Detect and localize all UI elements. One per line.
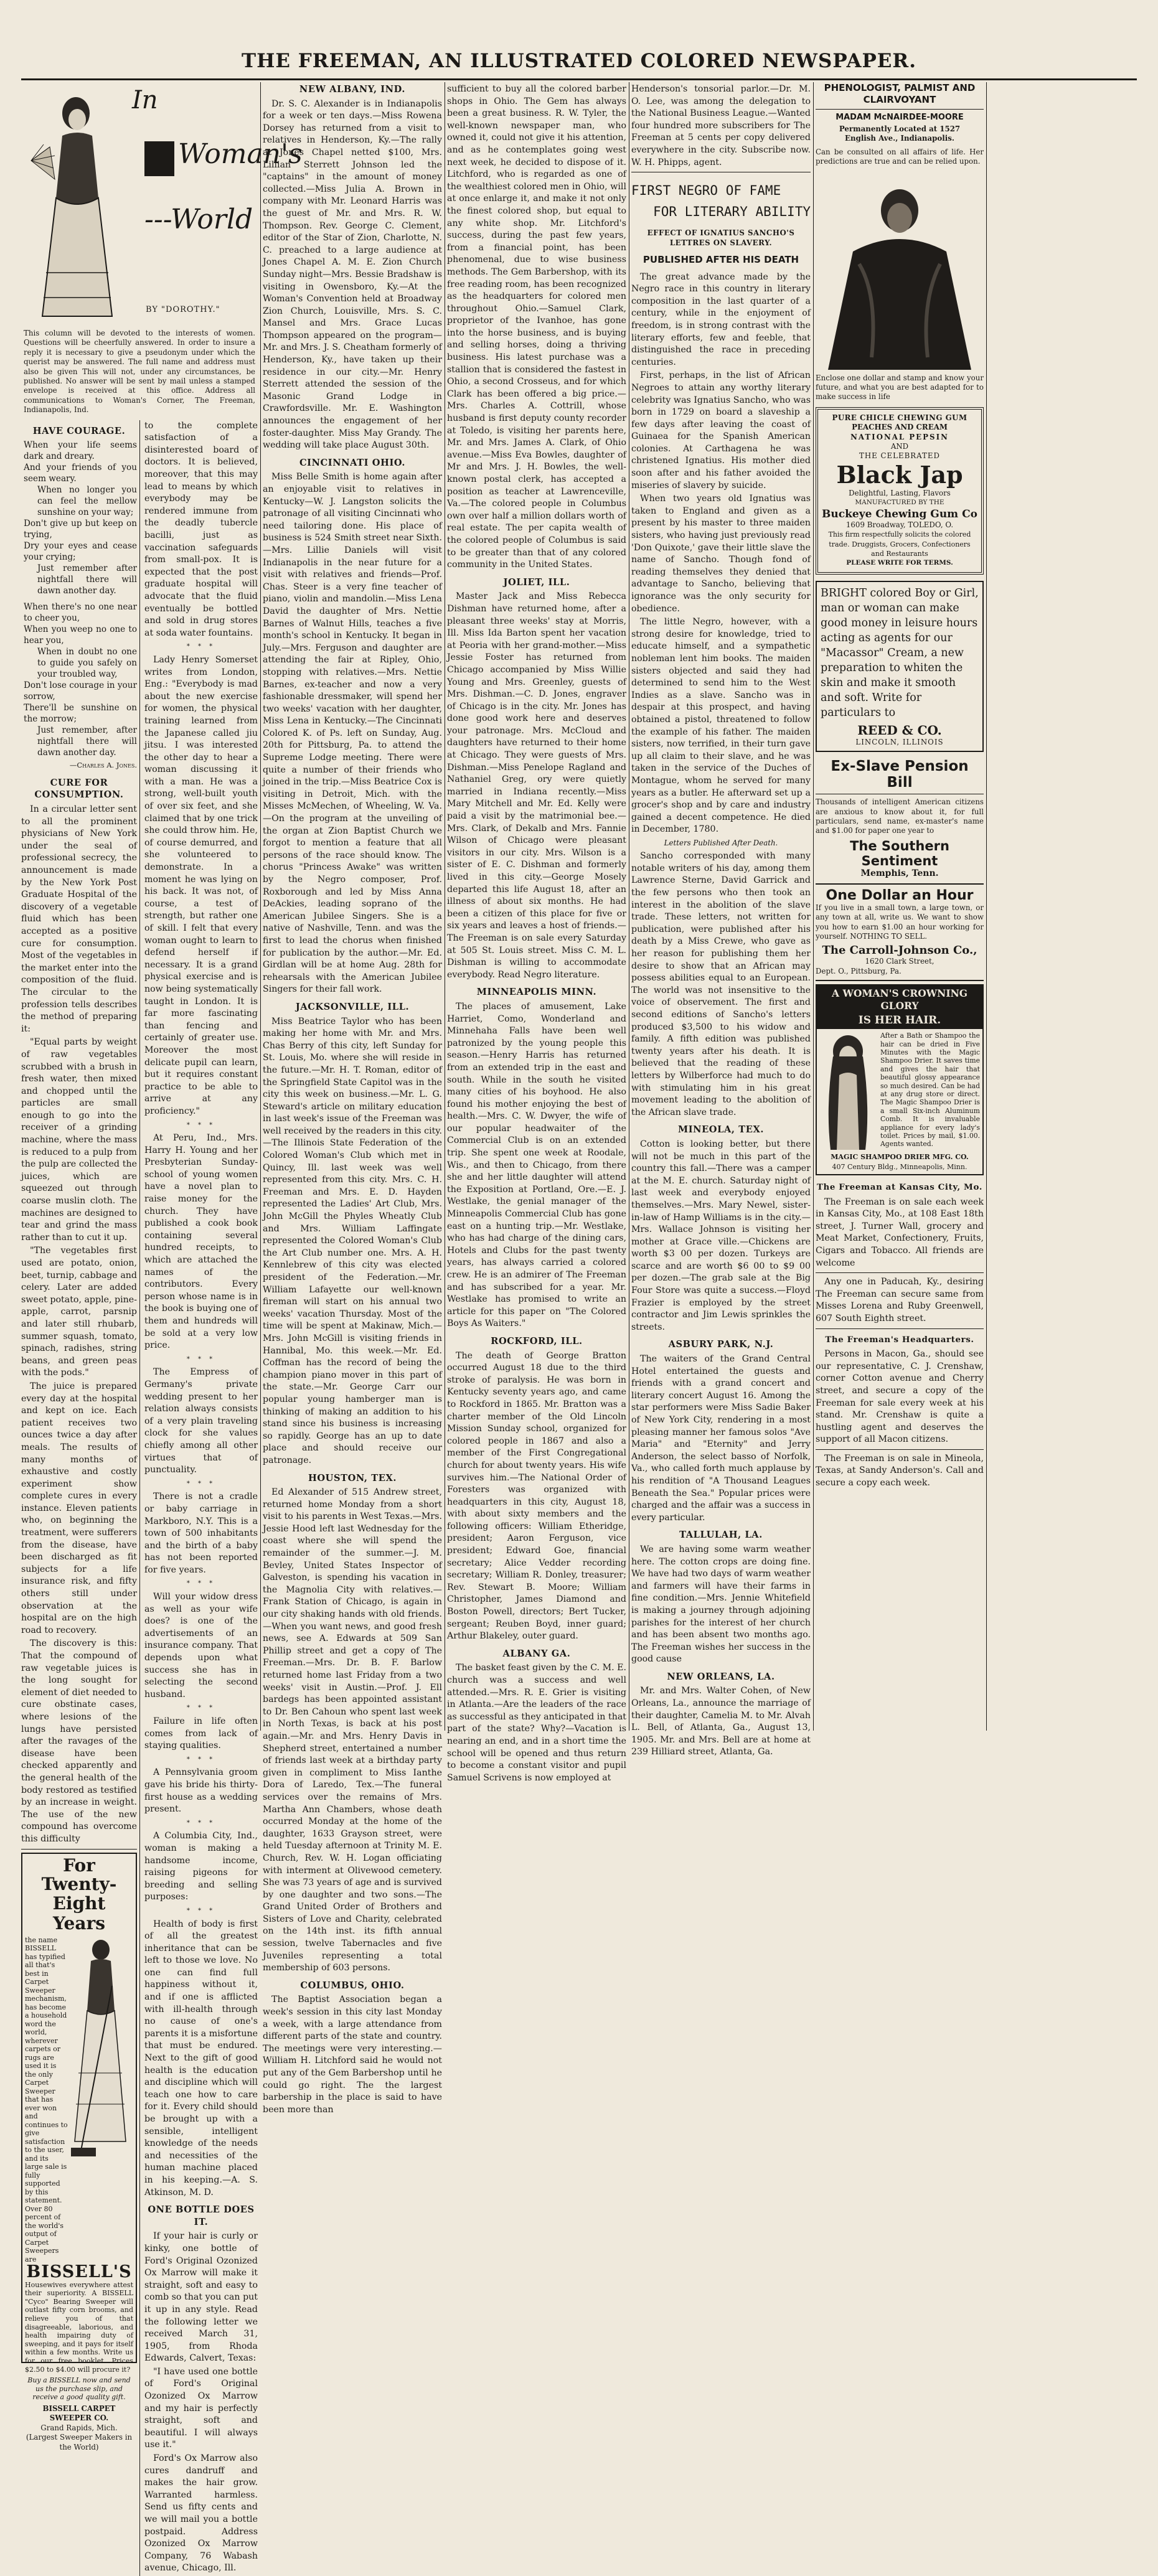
minneapolis-headline: MINNEAPOLIS MINN.: [476, 987, 597, 998]
pension-city: Memphis, Tenn.: [860, 868, 939, 878]
gum-company: Buckeye Chewing Gum Co: [822, 507, 977, 520]
black-jap-brand: Black Jap: [836, 460, 963, 489]
gum-line: PURE CHICLE CHEWING GUM: [832, 413, 967, 422]
new-orleans-text: Mr. and Mrs. Walter Cohen, of New Orleans, La., announce the marriage of their daughter, Camelia M. to Mr. Alvah L. Bell, of Atlanta, Ga., August 13, 1905. Mr. and Mrs. Bell are at home at 239 Hilliard street, Atlanta, Ga.: [631, 1686, 811, 1757]
bissell-company: BISSELL CARPET SWEEPER CO.: [42, 2404, 116, 2423]
madam-portrait: [816, 171, 984, 370]
kansas-city-text: The Freeman is on sale each week in Kansas City, Mo., at 108 East 18th street, J. Turner Wall, grocery and Meat Market, Confectionery, Fruits, Cigars and Tobacco. All friends are welcome: [816, 1196, 984, 1268]
poem-line: When in doubt no one to guide you safely on your troubled way,: [37, 647, 137, 680]
cure-para: The juice is prepared every day at the hospital and kept on ice. Each patient receives two ounces twice a day after meals. The results of many months of exhaustive and costly experiment show complete cures in every instance. Eleven patients who, on beginning the treatment, were sufferers from the disease, have been discharged as fit subjects for a life insurance risk, and fifty others still under observation at the hospital are on the high road to recovery.: [21, 1381, 137, 1635]
decorative-initial-block: [144, 141, 174, 176]
bissell-headline-2: Eight Years: [52, 1892, 106, 1934]
column-3: [263, 82, 442, 2115]
sancho-headline-2: FOR LITERARY ABILITY: [653, 204, 811, 220]
column-rule: [813, 82, 814, 1731]
sancho-para: Sancho corresponded with many notable writers of his day, among them Lawrence Sterne, David Garrick and the few persons who then took an interest in the abolition of the slave trade. These letters, not written for publication, were published after his death by a Miss Crewe, who gave as her reason for publishing them her desire to show that an African may possess abilities equal to an European. The world was not insensitive to the voice of observement. The first and second editions of Sancho's letters produced $3,500 to his widow and family. A fifth edition was published twenty years after his death. It is believed that the reading of these letters by Wilberforce had much to do with stimulating him in his great movement leading to the abolition of the African slave trade.: [631, 851, 811, 1117]
gum-line: PEACHES AND CREAM: [852, 423, 948, 432]
column-4: [447, 82, 626, 1783]
poem-line: Dry your eyes and cease your crying;: [24, 541, 137, 563]
phrenologist-location-1: Permanently Located at 1527: [839, 125, 961, 133]
rockford-headline: ROCKFORD, ILL.: [491, 1335, 583, 1347]
poem-line: And your friends of you seem weary.: [24, 463, 137, 484]
phrenologist-text: Can be consulted on all affairs of life. Her predictions are true and can be relied upon.: [816, 147, 984, 166]
gum-address: 1609 Broadway, TOLEDO, O.: [845, 520, 954, 529]
headquarters-text: Persons in Macon, Ga., should see our representative, C. J. Crenshaw, corner Cotton avenue and Cherry street, and secure a copy of the Freeman for sale every week at his stand. Mr. Crenshaw is quite a hustling agent and deserves the support of all Macon citizens.: [816, 1349, 984, 1445]
divider: [21, 1849, 137, 1850]
phrenologist-name: MADAM McNAIRDEE-MOORE: [836, 113, 964, 122]
cure-para: "Equal parts by weight of raw vegetables scrubbed with a brush in fresh water, then mixed and chopped until the particles are small enough to go into the receiver of a grinding machine, where the mass is reduced to a pulp from the pulp are collected the juices, which are squeezed out through coarse muslin cloth. The machines are designed to tear and grind the mass rather than to cut it up.: [21, 1037, 137, 1243]
reed-macassor-ad: [816, 581, 984, 752]
cure-para: "The vegetables first used are potato, onion, beet, turnip, cabbage and celery. Later are added sweet potato, apple, pine-apple, carrot, parsnip and later still rhubarb, summer squash, tomato, spinach, radishes, string beans, and green peas with the pods.": [21, 1246, 137, 1378]
columbus-headline: COLUMBUS, OHIO.: [300, 1980, 405, 1991]
masthead: THE FREEMAN, AN ILLUSTRATED COLORED NEWSPAPER.: [21, 44, 1137, 80]
cincinnati-headline: CINCINNATI OHIO.: [299, 457, 406, 468]
gum-text: This firm respectfully solicits the colored trade. Druggists, Grocers, Confectioners and Restaurants: [828, 530, 971, 558]
gum-line: NATIONAL PEPSIN: [850, 432, 949, 441]
bissell-copy: the name BISSELL has typified all that's best in Carpet Sweeper mechanism, has become a household word the world, wherever carpets or rugs are used it is the only Carpet Sweeper that has ever won and continues to give satisfaction to the user, and its large sale is fully supported by this statement. Over 80 percent of the world's output of Carpet Sweepers are: [25, 1935, 68, 2263]
phrenologist-title-1: PHENOLOGIST, PALMIST AND: [824, 82, 976, 93]
poem-line: Just remember, after nightfall there will dawn another day.: [37, 725, 137, 758]
bissell-city: Grand Rapids, Mich.: [40, 2423, 118, 2432]
mineola-sale-text: The Freeman is on sale in Mineola, Texas, at Sandy Anderson's. Call and secure a copy each week.: [816, 1453, 984, 1488]
shampoo-company: MAGIC SHAMPOO DRIER MFG. CO.: [831, 1153, 969, 1162]
magic-shampoo-ad: [816, 984, 984, 1175]
column-6-ads: [816, 82, 984, 1733]
columbus-continued: sufficient to buy all the colored barber shops in Ohio. The Gem has always been a great business. R. W. Tyler, the well-known newspaper man, who owned it, could not give it his attention, and as he contemplates going west next week, he decided to dispose of it. Litchford, who is regarded as one of the wealthiest colored men in Ohio, will at once enlarge it, and make it not only the finest colored shop, but equal to any white shop. Mr. Litchford's success, during the past few years, from a financial point, has been phenomenal, due to wise business methods. The Gem Barbershop, with its free reading room, has been recognized as the headquarters for colored men throughout Ohio.—Samuel Clark, proprietor of the Ivanhoe, has gone into the horse business, and is buying and selling horses, doing a thriving business. His latest purchase was a stallion that is considered the fastest in Ohio, a second Crosseus, and for which Clark has been offered a big price.—Mrs. Charles A. Cottrill, whose husband is first deputy county recorder at Toledo, is visiting her parents here, Mr. and Mrs. James A. Clark, of Ohio avenue.—Miss Eva Bowles, daughter of Mr and Mrs. J. H. Bowles, the well-known postal clerk, has accepted a position as teacher at Lawrenceville, Va.—The colored people in Columbus own over half a million dollars worth of real estate. The per capita wealth of the colored people of Columbus is said to be greater than that of any colored community in the United States.: [447, 84, 626, 570]
column-rule: [986, 82, 987, 1731]
new-albany-headline: NEW ALBANY, IND.: [299, 84, 406, 95]
poem-line: There'll be sunshine on the morrow;: [24, 703, 137, 725]
cure-headline: CURE FOR CONSUMPTION.: [34, 777, 124, 801]
womans-world-header: [21, 82, 303, 331]
gum-footer: PLEASE WRITE FOR TERMS.: [846, 559, 953, 567]
jacksonville-text: Miss Beatrice Taylor who has been making her home with Mr. and Mrs. Chas Berry of this city, left Sunday for St. Louis, Mo. where she will reside in the future.—Mr. H. T. Roman, editor of the Springfield State Capitol was in the city this week on business.—Mr. L. G. Steward's article on military education in last week's issue of the Freeman was well received by the readers in this city.—The Illinois State Federation of the Colored Woman's Club which met in Quincy, Ill. last week was well represented from this city. Mrs. C. H. Freeman and Mrs. E. D. Hayden represented the Ladies' Art Club, Mrs. John McGill the Phyles Wheatly Club and Mrs. William Laffingate represented the Colored Woman's Club the Art Club number one. Mrs. A. H. Kennlebrew of this city was elected president of the Federation.—Mr. William Lafayette our well-known fireman will start on his annual two weeks' vacation Thursday. Most of the time will be spent at Makinaw, Mich.—Mrs. John McGill is visiting friends in Hannibal, Mo. this week.—Mr. Ed. Coffman has the record of being the champion piano mover in this part of the state.—Mr. George Carr our popular young hamberger man is thinking of making an addition to his stand since his business is increasing so rapidly. George has an up to date place and should receive our patronage.: [263, 1016, 442, 1465]
new-orleans-headline: NEW ORLEANS, LA.: [667, 1671, 775, 1682]
sancho-para: When two years old Ignatius was taken to England and given as a present by his master to three maiden sisters, who having just previously read 'Don Quixote,' gave their little slave the name of Sancho. Though fond of reading themselves they denied that advantage to Sancho, believing that ignorance was the only security for obedience.: [631, 494, 811, 614]
tallulah-text: We are having some warm weather here. The cotton crops are doing fine. We have had two days of warm weather and farmers will have their farms in fine condition.—Mrs. Jennie Whitefield is making a journey through adjoining parishes for the interest of her church and has been absent two months ago. The Freeman wishes her success in the good cause: [631, 1544, 811, 1665]
sancho-deck-1: EFFECT OF IGNATIUS SANCHO'S LETTRES ON SLAVERY.: [647, 228, 795, 247]
phrenologist-title-2: CLAIRVOYANT: [863, 94, 936, 105]
cure-para: The discovery is this: That the compound of raw vegetable juices is the long sought for element of diet needed to cure obstinate cases, where lesions of the lungs have persisted after the ravages of the disease have been checked apparently and the general health of the body restored as testified by an increase in weight. The use of the new compound has overcome this difficulty: [21, 1638, 137, 1844]
poem-line: When you weep no one to hear you,: [24, 624, 137, 646]
tallulah-headline: TALLULAH, LA.: [679, 1530, 763, 1541]
albany-continued: Henderson's tonsorial parlor.—Dr. M. O. Lee, was among the delegation to the National Business League.—Wanted four hundred more subscribers for The Freeman at 5 cents per copy delivered everywhere in the city. Subscribe now. W. H. Phipps, agent.: [631, 84, 811, 167]
markboro-para: There is not a cradle or baby carriage in Markboro, N.Y. This is a town of 500 inhabitants and the birth of a baby has not been reported for five years.: [144, 1492, 258, 1575]
reed-address: LINCOLN, ILLINOIS: [855, 737, 944, 746]
womans-world-body: [21, 420, 258, 2576]
widow-para: Will your widow dress as well as your wife does? is one of the advertisements of an insurance company. That depends upon what success she has in selecting the second husband.: [144, 1592, 258, 1699]
albany-headline: ALBANY GA.: [502, 1648, 571, 1659]
poem-line: Just remember after nightfall there will dawn another day.: [37, 563, 137, 596]
mineola-headline: MINEOLA, TEX.: [677, 1124, 765, 1135]
houston-headline: HOUSTON, TEX.: [308, 1472, 397, 1483]
woman-with-sweeper-illustration: [68, 1936, 128, 2160]
pension-title: Ex-Slave Pension Bill: [831, 758, 969, 791]
pension-text: Thousands of intelligent American citizens are anxious to know about it, for full particulars, send name, ex-master's name and $1.00 for paper one year to: [816, 797, 984, 835]
womans-world-subcol-right: to the complete satisfaction of a disinterested board of doctors. It is believed, moreover, that this may lead to means by which everybody may be rendered immune from the deadly tubercle bacilli, just as vaccination safeguards from small-pox. It is expected that the post graduate hospital will advocate that the fluid eventually be bottled and sold in drug stores at soda water fountains. * * * Lady Henry Somerset writes from London, Eng.: "Everybody is mad about the new exercise for women, the physical training learned from the Japanese called jiu jitsu. I was interested the other day to hear a woman discussing it with a man. He was a strong, well-built youth of over six feet, and she claimed that by one trick she could throw him. He, of course demurred, and she volunteered to demonstrate. In a moment he was lying on his back. It was not, of course, a test of strength, but rather one of skill. I felt that every woman ought to learn to defend herself if necessary. It is a grand physical exercise and is now being systematically taught in London. It is far more fascinating than fencing and certainly of greater use. Moreover the most delicate pupil can learn, but it requires constant practice to be able to arrive at any proficiency." * * * At Peru, Ind., Mrs. Harry H. Young and her Presbyterian Sunday-school of young women have a novel plan to raise money for the church. They have published a cook book containing several hundred receipts, to which are attached the names of the contributors. Every person whose name is in the book is buying one of them and hundreds will be sold at a very low price. * * * The Empress of Germany's private wedding present to her relation always consists of a very plain traveling clock for she values chiefly among all other virtues that of punctuality. * * * There is not a cradle or baby carriage in Markboro, N.Y. This is a town of 500 inhabitants and the birth of a baby has not been reported for five years. * * * Will your widow dress as well as your wife does? is one of the advertisements of an insurance company. That depends upon what success she has in selecting the second husband. * * * Failure in life often comes from lack of staying qualities. * * * A Pennsylvania groom gave his bride his thirty-first house as a wedding present. * * * A Columbia City, Ind., woman is making a handsome income, raising pigeons for breeding and selling purposes: * * * Health of body is first of all the greatest inheritance that can be left to those we love. No one can find full happiness without it, and if one is afflicted with ill-health through no cause of one's parents it is a misfortune that must be endured. Next to the gift of good health is the education and discipline which will teach one how to care for it. Every child should be brought up with a sensible, intelligent knowledge of the needs and necessities of the human machine placed in his keeping.—A. S. Atkinson, M. D. ONE BOTTLE DOES IT. If your hair is curly or kinky, one bottle of Ford's Original Ozonized Ox Marrow will make it straight, soft and easy to comb so that you can put it up in any style. Read the following letter we received March 31, 1905, from Rhoda Edwards, Calvert, Texas: "I have used one bottle of Ford's Original Ozonized Ox Marrow and my hair is perfectly straight, soft and beautiful. I will always use it." Ford's Ox Marrow also cures dandruff and makes the hair grow. Warranted harmless. Send us fifty cents and we will mail you a bottle postpaid. Address Ozonized Ox Marrow Company, 76 Wabash avenue, Chicago, Ill.: [144, 420, 258, 2576]
dollar-dept: Dept. O., Pittsburg, Pa.: [816, 966, 901, 975]
bottle-para: If your hair is curly or kinky, one bottle of Ford's Original Ozonized Ox Marrow will make it straight, soft and easy to comb so that you can put it up in any style. Read the following letter we received March 31, 1905, from Rhoda Edwards, Calvert, Texas:: [144, 2231, 258, 2364]
sancho-subhead: Letters Published After Death.: [664, 838, 778, 847]
rockford-text: The death of George Bratton occurred August 18 due to the third stroke of paralysis. He was born in Kentucky seventy years ago, and came to Rockford in 1865. Mr. Bratton was a charter member of the Old Lincoln Mission Sunday school, organized for colored people in 1867 and also a member of the First Congregational church for about twenty years. His wife survives him.—The National Order of Foresters was organized with headquarters in this city, August 18, with about sixty members and the following officers: William Etheridge, president; Aaron Ferguson, vice president; Edward Goe, financial secretary; Alice Vedder recording secretary; William R. Donley, treasurer; Rev. Stewart B. Moore; William Christopher, James Diamond and Boston Powell, directors; Bert Tucker, sergeant; Reuben Boyd, inner guard; Arthur Blakeley, outer guard.: [447, 1350, 626, 1642]
title-line-world: ---World: [144, 204, 253, 235]
shampoo-title-1: A WOMAN'S CROWNING GLORY: [817, 985, 982, 1014]
woman-with-fan-illustration: [25, 86, 118, 322]
joliet-headline: JOLIET, ILL.: [503, 576, 570, 588]
bissell-brand: BISSELL'S: [26, 2262, 132, 2282]
albany-text: The basket feast given by the C. M. E. church was a success and well attended.—Mrs. R. E. Grier is visiting in Atlanta.—Are the leaders of the race as successful as they anticipated in that part of the state? Why?—Vacation is nearing an end, and in a short time the school will be opened and thus return to become a constant visitor and pupil Samuel Scrivens is now employed at: [447, 1663, 626, 1783]
gum-line: THE CELEBRATED: [859, 451, 940, 461]
subcol-rule: [139, 420, 143, 2576]
bissell-cta: Buy a BISSELL now and send us the purchase slip, and receive a good quality gift.: [27, 2376, 131, 2402]
poem-line: Don't give up but keep on trying,: [24, 519, 137, 540]
shampoo-text: After a Bath or Shampoo the hair can be dried in Five Minutes with the Magic Shampoo Drier. It saves time and gives the hair that beautiful glossy appearance so much desired. Can be had at any drug store or direct. The Magic Shampoo Drier is a small Six-inch Aluminum Comb. It is invaluable appliance for every lady's toilet. Prices by mail, $1.00. Agents wanted.: [880, 1032, 980, 1149]
poem-line: When there's no one near to cheer you,: [24, 602, 137, 624]
paducah-text: Any one in Paducah, Ky., desiring The Freeman can secure same from Misses Lorena and Ruby Greenwell, 607 South Eighth street.: [816, 1277, 984, 1323]
cincinnati-text: Miss Belle Smith is home again after an enjoyable visit to relatives in Kentucky—W. J. Langston solicits the patronage of all visiting Cincinnati who need tailoring done. His place of business is 524 Smith street near Sixth.—Mrs. Lillie Daniels will visit Indianapolis in the near future for a visit with relatives and friends—Prof. Chas. Steer is a very fine teacher of piano, violin and mandolin.—Miss Lena David the daughter of Mrs. Nettie Barnes of Walnut Hills, teaches a five month's school in Kentucky. It began in July.—Mrs. Ferguson and daughter are attending the fair at Ripley, Ohio, stopping with relatives.—Mrs. Nettie Barnes, ex-teacher and now a very fashionable dressmaker, will spend her two weeks' vacation with her daughter, Miss Lena in Kentucky.—The Cincinnati Colored K. of Ps. left on Sunday, Aug. 20th for Pittsburg, Pa. to attend the Supreme Lodge meeting. There were quite a number of their friends who joined in the trip.—Miss Beatrice Cox is visiting in Detroit, Mich. with the Misses McMechen, of Wheeling, W. Va.—On the program at the unveiling of the organ at Zion Baptist Church we forgot to mention a feature that all persons of the race should know. The chorus "Princess Awake" was written by the Negro composer, Prof. Roxborough and led by Miss Anna DeAckies, leading soprano of the American Jubilee Singers. She is a native of Nashville, Tenn. and was the first to lead the chorus when finished for publication by the author.—Mr. Ed. Girdlan will be at home Aug. 28th for rehearsals with the American Jubilee Singers for their fall work.: [263, 472, 442, 995]
woman-long-hair-illustration: [819, 1032, 877, 1150]
dollar-text: If you live in a small town, a large town, or any town at all, write us. We want to show you how to earn $1.00 an hour working for yourself. NOTHING TO SELL.: [816, 903, 984, 941]
empress-para: The Empress of Germany's private wedding present to her relation always consists of a very plain traveling clock for she values chiefly among all other virtues that of punctuality.: [144, 1367, 258, 1475]
groom-para: A Pennsylvania groom gave his bride his thirty-first house as a wedding present.: [144, 1767, 258, 1815]
shampoo-address: 407 Century Bldg., Minneapolis, Minn.: [832, 1162, 967, 1171]
poem-line: When your life seems dark and dreary.: [24, 440, 137, 462]
phrenologist-location-2: English Ave., Indianapolis.: [845, 134, 954, 143]
failure-para: Failure in life often comes from lack of staying qualities.: [144, 1716, 258, 1751]
right-margin: [989, 82, 1137, 1733]
column-5: [631, 82, 811, 1757]
jacksonville-headline: JACKSONVILLE, ILL.: [295, 1001, 410, 1012]
poem-title: HAVE COURAGE.: [32, 425, 126, 436]
pension-paper: The Southern Sentiment: [850, 838, 949, 868]
bissell-headline-1: For Twenty-: [41, 1854, 117, 1894]
byline: BY "DOROTHY.": [146, 305, 220, 314]
pigeons-para: A Columbia City, Ind., woman is making a handsome income, raising pigeons for breeding and selling purposes:: [144, 1831, 258, 1902]
title-line-womans: Woman's: [178, 138, 303, 170]
poem-line: Don't lose courage in your sorrow,: [24, 680, 137, 702]
joliet-text: Master Jack and Miss Rebecca Dishman have returned home, after a pleasant three weeks' stay at Morris, Ill. Miss Ida Barton spent her vacation at Peoria with her grand-mother.—Miss Jessie Foster has returned from Chicago accompanied by Miss Willie Young and Mrs. Greenley, guests of Mrs. Dishman.—C. D. Jones, engraver of Chicago is in the city. Mr. Jones has done good work here and deserves your patronage. Mrs. McCloud and daughters have returned to their home at Chicago. They were guests of Mrs. Dishman.—Miss Penelope Ragland and Nathaniel Greg, ory were quietly married in Indiana recently.—Miss Mary Mitchell and Mr. Ed. Kelly were paid a visit by the matrimonial bee.—Mrs. Clark, of Dekalb and Mrs. Fannie Wilson of Chicago were pleasant visitors in our city. Mrs. Wilson is a sister of E. C. Dishman and formerly lived in this city.—George Mosely departed this life August 18, after an illness of about six months. He had been a citizen of this place for five or six years and leaves a host of friends.—The Freeman is on sale every Saturday at 505 St. Louis street. Miss C. M. L. Dishman is willing to accommodate everybody. Read Negro literature.: [447, 591, 626, 980]
health-para: Health of body is first of all the greatest inheritance that can be left to those we love. No one can find full happiness without it, and if one is afflicted with ill-health through no cause of one's parents it is a misfortune that must be endured. Next to the gift of good health is the education and discipline which will teach one how to care for it. Every child should be brought up with a sensible, intelligent knowledge of the needs and necessities of the human machine placed in his keeping.—A. S. Atkinson, M. D.: [144, 1919, 258, 2198]
houston-text: Ed Alexander of 515 Andrew street, returned home Monday from a short visit to his parents in West Texas.—Mrs. Jessie Hood left last Wednesday for the coast where she will spend the remainder of the summer.—J. M. Bevley, United States Inspector of Galveston, is spending his vacation in the Magnolia City with relatives.—Frank Station of Chicago, is again in our city shaking hands with old friends.—When you want news, and good fresh news, see A. Edwards at 509 San Phillip street and get a copy of The Freeman.—Mrs. Dr. B. F. Barlow returned home last Friday from a two weeks' visit in Austin.—Prof. J. Ell bardegs has been appointed assistant to Dr. Ben Cahoun who spent last week in North Texas, is back at his post again.—Mr. and Mrs. Henry Davis in Shepherd street, entertained a number of friends last week at a birthday party given in compliment to Miss Ianthe Dora of Laredo, Tex.—The funeral services over the remains of Mrs. Martha Ann Chambers, whose death occurred Monday at the home of the daughter, 1633 Grayson street, were held Tuesday afternoon at Trinity M. E. Church, Rev. W. H. Logan officiating with interment at Olivewood cemetery. She was 73 years of age and is survived by one daughter and two sons.—The Grand United Order of Brothers and Sisters of Love and Charity, celebrated on the 14th inst. its fifth annual session, twelve Tabernacles and five Juveniles representing a total membership of 603 persons.: [263, 1487, 442, 1973]
reed-text: BRIGHT colored Boy or Girl, man or woman can make good money in leisure hours acting as agents for our "Macassor" Cream, a new preparation to whiten the skin and make it smooth and soft. Write for particulars to: [821, 586, 979, 719]
poem-line: When no longer you can feel the mellow sunshine on your way;: [37, 485, 137, 518]
bissell-tag: (Largest Sweeper Makers in the World): [26, 2433, 133, 2451]
gum-line: AND: [890, 442, 909, 451]
poem-attribution: —Charles A. Jones.: [69, 761, 137, 770]
sancho-deck-2: PUBLISHED AFTER HIS DEATH: [643, 253, 799, 265]
gum-tagline: Delightful, Lasting, Flavors: [849, 488, 951, 497]
freeman-agents: [816, 1182, 984, 1490]
bissell-ad: [21, 1853, 137, 2451]
bottle-para: Ford's Ox Marrow also cures dandruff and makes the hair grow. Warranted harmless. Send us fifty cents and we will mail you a bottle postpaid. Address Ozonized Ox Marrow Company, 76 Wabash avenue, Chicago, Ill.: [144, 2453, 258, 2574]
dollar-company: The Carroll-Johnson Co.,: [822, 944, 977, 957]
dollar-address: 1620 Clark Street,: [865, 957, 934, 966]
new-albany-text: Dr. S. C. Alexander is in Indianapolis for a week or ten days.—Miss Rowena Dorsey has returned from a visit to relatives in Henderson, Ky.—The rally at Jones Chapel netted $100, Mrs. Lillian Sterrett Johnson led the "captains" in the amount of money collected.—Miss Julia A. Brown in company with Mr. Leonard Harris was the guest of Mr. and Mrs. R. W. Thompson. Rev. George C. Clement, editor of the Star of Zion, Charlotte, N. C. preached to a large audience at Jones Chapel A. M. E. Zion Church Sunday night—Mrs. Bessie Bradshaw is visiting in Owensboro, Ky.—At the Woman's Convention held at Broadway Zion Church, Louisville, Mrs. S. C. Mansel and Mrs. Grace Lucas Thompson appeared on the program—Mr. and Mrs. J. S. Cheatham formerly of Henderson, Ky., have taken up their residence in our city.—Mr. Henry Sterrett attended the session of the Masonic Grand Lodge in Crawfordsville. Mr. E. Washington announces the engagement of her foster-daughter. Miss May Grandy. The wedding will take place August 30th.: [263, 98, 442, 451]
bottle-para: "I have used one bottle of Ford's Original Ozonized Ox Marrow and my hair is perfectly straight, soft and beautiful. I will always use it.": [144, 2366, 258, 2450]
jiu-jitsu-para: Lady Henry Somerset writes from London, Eng.: "Everybody is mad about the new exercise for women, the physical training learned from the Japanese called jiu jitsu. I was interested the other day to hear a woman discussing it with a man. He was a strong, well-built youth of over six feet, and she claimed that by one trick she could throw him. He, of course demurred, and she volunteered to demonstrate. In a moment he was lying on his back. It was not, of course, a test of strength, but rather one of skill. I felt that every woman ought to learn to defend herself if necessary. It is a grand physical exercise and is now being systematically taught in London. It is far more fascinating than fencing and certainly of greater use. Moreover the most delicate pupil can learn, but it requires constant practice to be able to arrive at any proficiency.": [144, 654, 258, 1116]
sancho-para: The little Negro, however, with a strong desire for knowledge, tried to educate himself, and a sympathetic nobleman lent him books. The maiden sisters objected and said they had determined to send him to the West Indies as a slave. Sancho was in despair at this prospect, and having obtained a pistol, threatened to follow the example of his father. The maiden sisters, now terrified, in their turn gave up all claim to their slave, and he was taken in the service of the Duches of Montague, whom he served for many years as a butler. He afterward set up a grocer's shop and by care and industry gained a decent competence. He died in December, 1780.: [631, 617, 811, 835]
columbus-text: The Baptist Association began a week's session in this city last Monday a week, with a large attendance from different parts of the state and country. The meetings were very interesting.—William H. Litchford said he would not put any of the Gem Barbershop until he could go right. The the largest barbership in the place is said to have been more than: [263, 1995, 442, 2115]
title-line-in: In: [132, 86, 158, 115]
column-rule: [260, 82, 261, 1731]
bissell-body: Housewives everywhere attest their superiority. A BISSELL "Cyco" Bearing Sweeper will outlast fifty corn brooms, and relieve you of that disagreeable, laborious, and health impairing duty of sweeping, and it pays for itself within a few months. Write us for our free booklet. Prices $2.50 to $4.00 will procure it?: [25, 2280, 133, 2374]
cure-para: In a circular letter sent to all the prominent physicians of New York under the seal of professional secrecy, the announcement is made by the New York Post Graduate Hospital of the discovery of a vegetable fluid which has been accepted as a positive cure for consumption. Most of the vegetables in the market enter into the composition of the fluid. The circular to the profession tells describes the method of preparing it:: [21, 804, 137, 1034]
minneapolis-text: The places of amusement, Lake Harriet, Como, Wonderland and Minnehaha Falls have been well patronized by the young people this season.—Henry Harris has returned from an extended trip in the east and south. While in the south he visited many cities of his boyhood. He also found his mother enjoying the best of health.—Mrs. C. W. Dwyer, the wife of our popular headwaiter of the Commercial Club is on an extended trip. She spent one week at Roodale, Wis., and then to Chicago, from there she and her little daughter will attend the Exposition at Portland, Ore.—E. J. Westlake, the genial manager of the Minneapolis Commercial Club has gone east on a hunting trip.—Mr. Westlake, who has had charge of the dining cars, Hotels and Clubs for the past twenty years, has always carried a colored crew. He is an admirer of The Freeman and has subscribed for a year. Mr. Westlake has promised to write an article for this paper on "The Colored Boys As Waiters.": [447, 1001, 626, 1329]
mineola-text: Cotton is looking better, but there will not be much in this part of the country this fall.—There was a camper at the M. E. church. Saturday night of last week and everybody enjoyed themselves.—Mrs. Mary Newel, sister-in-law of Hamp Williams is in the city.—Mrs. Wallace Johnson is visiting her mother at Grace ville.—Chickens are worth $3 00 per dozen. Turkeys are scarce and are worth $6 00 to $9 00 per dozen.—The grab sale at the Big Four Store was quite a success.—Floyd Frazier is employed by the street contractor and Jim Lewis sprinkles the streets.: [631, 1139, 811, 1332]
headquarters-headline: The Freeman's Headquarters.: [825, 1334, 974, 1345]
phrenologist-footer: Enclose one dollar and stamp and know your future, and what you are best adapted for to make success in life: [816, 373, 984, 402]
sancho-headline-1: FIRST NEGRO OF FAME: [631, 183, 781, 199]
black-jap-gum-ad: [816, 407, 984, 575]
sancho-para: First, perhaps, in the list of African Negroes to attain any worthy literary celebrity was Ignatius Sancho, who was born in 1729 on board a slaveship a few days after leaving the coast of Guinaea for the Spanish American colonies. At Carthagena he was christened Ignatius. His mother died soon after and his father avoided the miseries of slavery by suicide.: [631, 370, 811, 491]
sancho-para: The great advance made by the Negro race in this country in literary composition in the last quarter of a century, while in the enjoyment of freedom, is in strong contrast with the literary efforts, few and feeble, that distinguished the race in preceding centuries.: [631, 271, 811, 367]
womans-world-section: [21, 82, 303, 2574]
dollar-title: One Dollar an Hour: [826, 887, 974, 903]
asbury-park-text: The waiters of the Grand Central Hotel entertained the guests and friends with a grand concert and literary concert August 16. Among the star performers were Miss Sadie Baker of New York City, rendering in a most pleasing manner her famous solos "Ave Maria" and "Eternity" and Jerry Anderson, the select basso of Norfolk, Va., who called forth much applause by his rendition of "A Thousand Leagues Beneath the Sea." Popular prices were charged and the affair was a success in every particular.: [631, 1354, 811, 1523]
peru-cookbook-para: At Peru, Ind., Mrs. Harry H. Young and her Presbyterian Sunday-school of young women have a novel plan to raise money for the church. They have published a cook book containing several hundred receipts, to which are attached the names of the contributors. Every person whose name is in the book is buying one of them and hundreds will be sold at a very low price.: [144, 1133, 258, 1351]
kansas-city-headline: The Freeman at Kansas City, Mo.: [816, 1182, 982, 1192]
reed-company: REED & CO.: [857, 722, 942, 738]
shampoo-title-2: IS HER HAIR.: [817, 1014, 982, 1029]
cure-continued: to the complete satisfaction of a disinterested board of doctors. It is believed, moreover, that this may lead to means by which everybody may be rendered immune from the deadly tubercle bacilli, just as vaccination safeguards from small-pox. It is expected that the post graduate hospital will advocate that the fluid eventually be bottled and sold in drug stores at soda water fountains.: [144, 420, 258, 638]
bottle-headline: ONE BOTTLE DOES IT.: [148, 2204, 255, 2227]
womans-world-subcol-left: [21, 420, 137, 2576]
gum-by: MANUFACTURED BY THE: [855, 499, 944, 507]
poem: [21, 440, 137, 758]
asbury-park-headline: ASBURY PARK, N.J.: [668, 1339, 774, 1350]
column-intro: This column will be devoted to the interests of women. Questions will be cheerfully answered. In order to insure a reply it is necessary to give a pseudonym under which the querist may be answered. The full name and address must also be given This will not, under any circumstances, be published. No answer will be sent by mail unless a stamped envelope is received at this office. Address all communications to Woman's Corner, The Freeman, Indianapolis, Ind.: [24, 329, 255, 415]
